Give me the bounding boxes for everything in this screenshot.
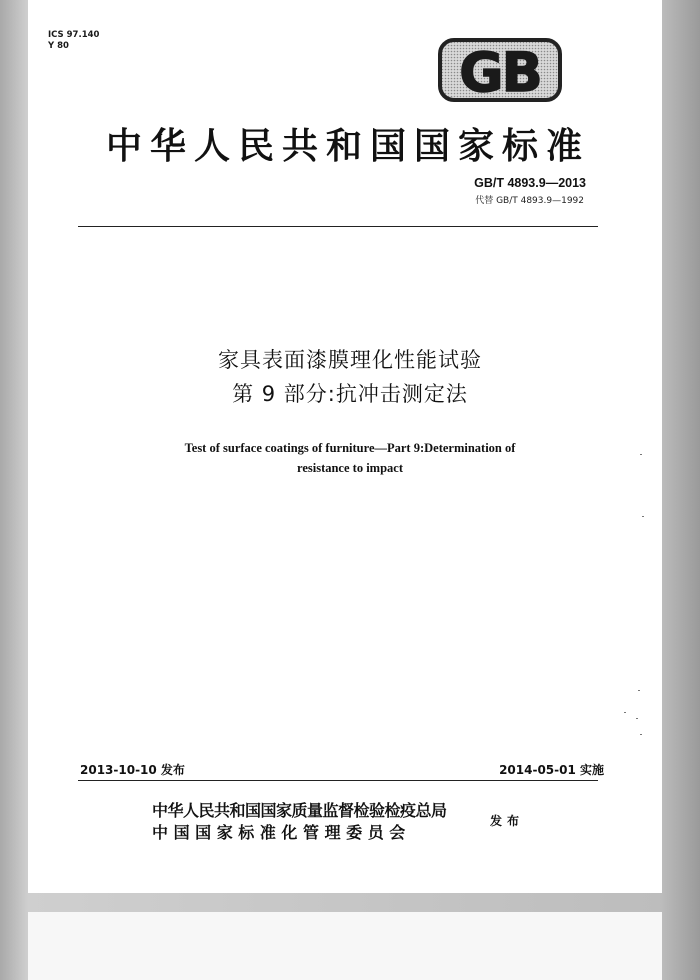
replaces-standard: 代替 GB/T 4893.9—1992	[475, 196, 584, 206]
issued-date: 2013-10-10 发布	[80, 763, 185, 777]
title-zh-line2: 第 9 部分:抗冲击测定法	[232, 382, 468, 406]
issuer-sac: 中 国 国 家 标 准 化 管 理 委 员 会	[152, 823, 406, 842]
title-en-line2: resistance to impact	[297, 461, 403, 475]
next-page-edge	[28, 912, 662, 980]
classification-codes	[48, 30, 99, 52]
issuer-aqsiq: 中华人民共和国国家质量监督检验检疫总局	[152, 801, 447, 820]
header-divider	[78, 226, 598, 227]
title-zh-line1: 家具表面漆膜理化性能试验	[218, 348, 482, 372]
gb-logo-text: GB	[459, 41, 541, 102]
title-en-line1: Test of surface coatings of furniture—Part 9:Determination of	[184, 441, 516, 455]
ccs-code: Y 80	[48, 41, 69, 51]
footer-divider	[78, 780, 598, 781]
implemented-date: 2014-05-01 实施	[499, 763, 604, 777]
gb-logo	[438, 38, 562, 102]
standard-number: GB/T 4893.9—2013	[474, 176, 586, 190]
issue-action: 发布	[490, 814, 525, 828]
standard-type-heading: 中华人民共和国国家标准	[105, 125, 590, 167]
ics-code: ICS 97.140	[48, 30, 100, 40]
